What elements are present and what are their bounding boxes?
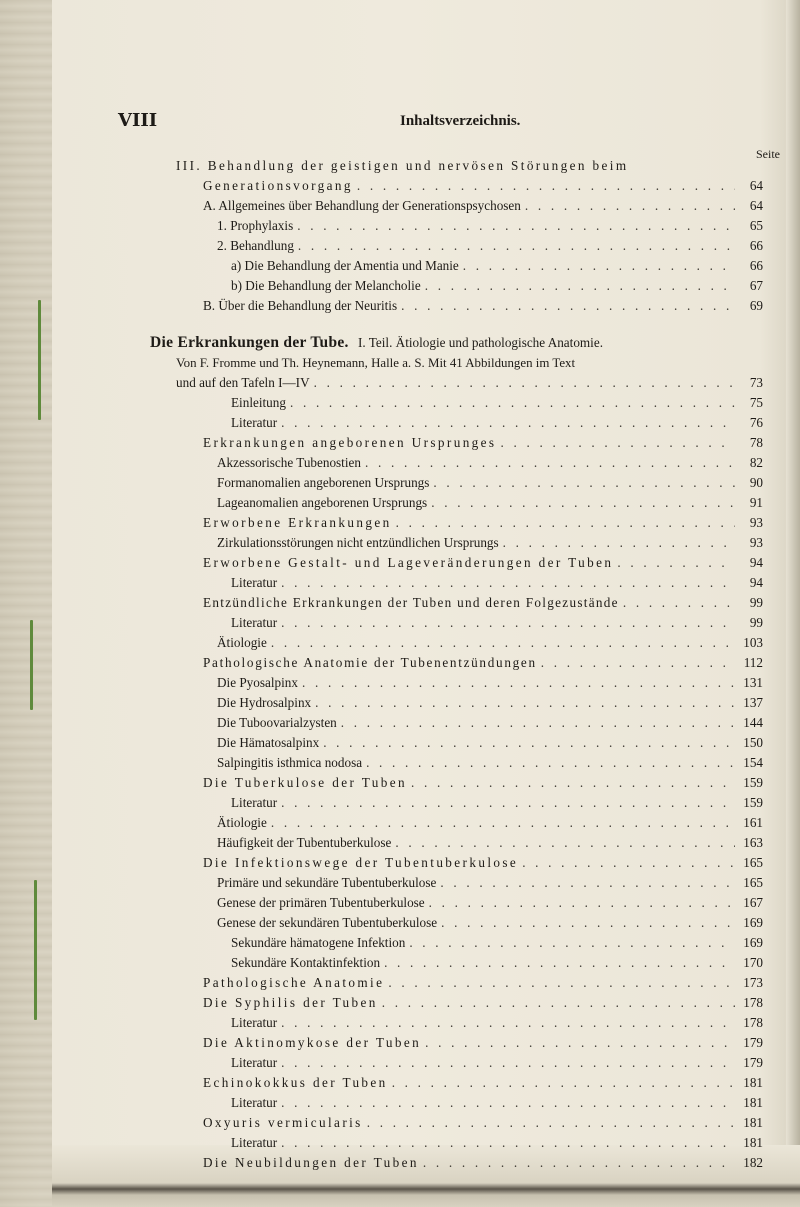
toc-entry: Die Hydrosalpinx . . . 137 — [217, 693, 763, 713]
toc-entry: Oxyuris vermicularis . . . 181 — [203, 1113, 763, 1133]
toc-entry: Genese der sekundären Tubentuberkulose . . . 169 — [217, 913, 763, 933]
chapter-authors: Von F. Fromme und Th. Heynemann, Halle a. S. Mit 41 Abbildungen im Text — [176, 356, 576, 370]
toc-entry: Pathologische Anatomie der Tubenentzündungen . . . 112 — [203, 653, 763, 673]
binding-gutter — [0, 0, 52, 1207]
binding-mark — [38, 300, 41, 420]
toc-entry: 1. Prophylaxis . . . 65 — [217, 216, 763, 236]
toc-entry: B. Über die Behandlung der Neuritis . . . 69 — [203, 296, 763, 316]
toc-entry: A. Allgemeines über Behandlung der Generationspsychosen . . . 64 — [203, 196, 763, 216]
toc-entry: Salpingitis isthmica nodosa . . . 154 — [217, 753, 763, 773]
toc-entry: Ätiologie . . . 103 — [217, 633, 763, 653]
toc-entry: Zirkulationsstörungen nicht entzündlichen Ursprungs . . . 93 — [217, 533, 763, 553]
toc-entry: Einleitung . . . 75 — [231, 393, 763, 413]
toc-entry: Die Infektionswege der Tubentuberkulose . . . 165 — [203, 853, 763, 873]
toc-entry: Häufigkeit der Tubentuberkulose . . . 163 — [217, 833, 763, 853]
toc-entry: Erworbene Gestalt- und Lageveränderungen der Tuben . . . 94 — [203, 553, 763, 573]
toc-entry: Literatur . . . 159 — [231, 793, 763, 813]
toc-entry: Literatur . . . 179 — [231, 1053, 763, 1073]
binding-mark — [30, 620, 33, 710]
page-title: Inhaltsverzeichnis. — [400, 113, 521, 129]
toc-entry: Die Neubildungen der Tuben . . . 182 — [203, 1153, 763, 1173]
toc-entry: Lageanomalien angeborenen Ursprungs . . . 91 — [217, 493, 763, 513]
toc-entry: Literatur . . . 76 — [231, 413, 763, 433]
toc-entry: Literatur . . . 178 — [231, 1013, 763, 1033]
toc-entry: Erkrankungen angeborenen Ursprunges . . . 78 — [203, 433, 763, 453]
toc-entry: Pathologische Anatomie . . . 173 — [203, 973, 763, 993]
toc-entry: Erworbene Erkrankungen . . . 93 — [203, 513, 763, 533]
toc-entry: Generationsvorgang . . . 64 — [203, 176, 763, 196]
toc-entry: Literatur . . . 181 — [231, 1093, 763, 1113]
toc-entry: Die Tuberkulose der Tuben . . . 159 — [203, 773, 763, 793]
toc-entry: Literatur . . . 181 — [231, 1133, 763, 1153]
toc-entry: Literatur . . . 99 — [231, 613, 763, 633]
page-edge — [786, 0, 800, 1207]
toc-entry: a) Die Behandlung der Amentia und Manie . . . 66 — [231, 256, 763, 276]
toc-entry: und auf den Tafeln I—IV . . . 73 — [176, 373, 763, 393]
toc-entry: Die Tuboovarialzysten . . . 144 — [217, 713, 763, 733]
binding-mark — [34, 880, 37, 1020]
toc-entry: Sekundäre hämatogene Infektion . . . 169 — [231, 933, 763, 953]
toc-entry: Echinokokkus der Tuben . . . 181 — [203, 1073, 763, 1093]
toc-entry: Entzündliche Erkrankungen der Tuben und deren Folgezustände . . . 99 — [203, 593, 763, 613]
toc-entry: 2. Behandlung . . . 66 — [217, 236, 763, 256]
toc-entry: Literatur . . . 94 — [231, 573, 763, 593]
chapter-heading: Die Erkrankungen der Tube. I. Teil. Ätiologie und pathologische Anatomie. — [150, 334, 603, 351]
page-number: VIII — [118, 110, 158, 131]
toc-entry: Primäre und sekundäre Tubentuberkulose . . . 165 — [217, 873, 763, 893]
toc-entry: Formanomalien angeborenen Ursprungs . . . 90 — [217, 473, 763, 493]
toc-entry: Die Hämatosalpinx . . . 150 — [217, 733, 763, 753]
toc-entry: Akzessorische Tubenostien . . . 82 — [217, 453, 763, 473]
seite-label: Seite — [756, 147, 780, 161]
section-heading: III. Behandlung der geistigen und nervösen Störungen beim — [176, 158, 629, 173]
toc-entry: b) Die Behandlung der Melancholie . . . 67 — [231, 276, 763, 296]
toc-entry: Sekundäre Kontaktinfektion . . . 170 — [231, 953, 763, 973]
toc-entry: Die Pyosalpinx . . . 131 — [217, 673, 763, 693]
toc-entry: Genese der primären Tubentuberkulose . . . 167 — [217, 893, 763, 913]
toc-entry: Die Syphilis der Tuben . . . 178 — [203, 993, 763, 1013]
toc-entry: Die Aktinomykose der Tuben . . . 179 — [203, 1033, 763, 1053]
toc-entry: Ätiologie . . . 161 — [217, 813, 763, 833]
